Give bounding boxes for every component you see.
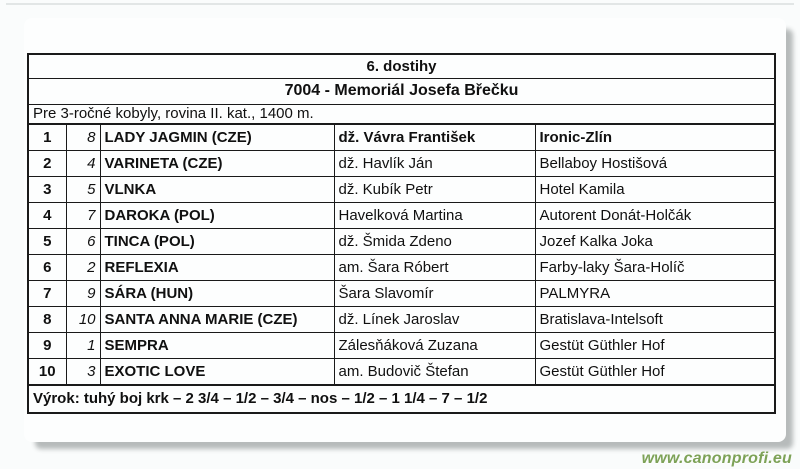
jockey-name: am. Budovič Štefan: [334, 359, 535, 386]
race-name: 7004 - Memoriál Josefa Břečku: [28, 79, 775, 105]
horse-name: VARINETA (CZE): [100, 151, 334, 177]
owner-name: Hotel Kamila: [535, 177, 775, 203]
finish-position: 10: [28, 359, 66, 386]
start-number: 9: [66, 281, 100, 307]
table-row: [28, 124, 775, 151]
verdict-row: [28, 385, 775, 413]
finish-position: 2: [28, 151, 66, 177]
owner-name: Bratislava-Intelsoft: [535, 307, 775, 333]
finish-position: 6: [28, 255, 66, 281]
race-conditions: Pre 3-ročné kobyly, rovina II. kat., 1400 m.: [28, 105, 775, 125]
table-row: [28, 281, 775, 307]
watermark-text: www.canonprofi.eu: [641, 450, 792, 467]
start-number: 7: [66, 203, 100, 229]
jockey-name: dž. Šmida Zdeno: [334, 229, 535, 255]
document-card: [24, 18, 786, 442]
owner-name: Ironic-Zlín: [535, 124, 775, 151]
finish-position: 7: [28, 281, 66, 307]
horse-name: VLNKA: [100, 177, 334, 203]
horse-name: REFLEXIA: [100, 255, 334, 281]
start-number: 4: [66, 151, 100, 177]
jockey-name: dž. Línek Jaroslav: [334, 307, 535, 333]
table-row: [28, 333, 775, 359]
owner-name: Farby-laky Šara-Holíč: [535, 255, 775, 281]
verdict-text: Výrok: tuhý boj krk – 2 3/4 – 1/2 – 3/4 – nos – 1/2 – 1 1/4 – 7 – 1/2: [28, 385, 775, 413]
jockey-name: Zálesňáková Zuzana: [334, 333, 535, 359]
horse-name: SEMPRA: [100, 333, 334, 359]
start-number: 10: [66, 307, 100, 333]
owner-name: Gestüt Güthler Hof: [535, 333, 775, 359]
finish-position: 1: [28, 124, 66, 151]
table-row: [28, 151, 775, 177]
race-number-title: 6. dostihy: [28, 54, 775, 79]
owner-name: Gestüt Güthler Hof: [535, 359, 775, 386]
table-row: [28, 229, 775, 255]
owner-name: Jozef Kalka Joka: [535, 229, 775, 255]
horse-name: EXOTIC LOVE: [100, 359, 334, 386]
owner-name: Bellaboy Hostišová: [535, 151, 775, 177]
top-divider-line: [6, 3, 794, 5]
start-number: 8: [66, 124, 100, 151]
race-results-table: [27, 53, 776, 414]
horse-name: SÁRA (HUN): [100, 281, 334, 307]
jockey-name: dž. Kubík Petr: [334, 177, 535, 203]
owner-name: PALMYRA: [535, 281, 775, 307]
start-number: 6: [66, 229, 100, 255]
finish-position: 4: [28, 203, 66, 229]
start-number: 5: [66, 177, 100, 203]
finish-position: 3: [28, 177, 66, 203]
table-row: [28, 307, 775, 333]
finish-position: 5: [28, 229, 66, 255]
jockey-name: Šara Slavomír: [334, 281, 535, 307]
horse-name: DAROKA (POL): [100, 203, 334, 229]
horse-name: LADY JAGMIN (CZE): [100, 124, 334, 151]
finish-position: 8: [28, 307, 66, 333]
start-number: 3: [66, 359, 100, 386]
horse-name: SANTA ANNA MARIE (CZE): [100, 307, 334, 333]
start-number: 1: [66, 333, 100, 359]
start-number: 2: [66, 255, 100, 281]
owner-name: Autorent Donát-Holčák: [535, 203, 775, 229]
finish-position: 9: [28, 333, 66, 359]
horse-name: TINCA (POL): [100, 229, 334, 255]
table-row: [28, 203, 775, 229]
race-name-row: [28, 79, 775, 105]
jockey-name: dž. Havlík Ján: [334, 151, 535, 177]
race-conditions-row: [28, 105, 775, 125]
race-number-row: [28, 54, 775, 79]
table-row: [28, 177, 775, 203]
table-row: [28, 255, 775, 281]
jockey-name: am. Šara Róbert: [334, 255, 535, 281]
jockey-name: Havelková Martina: [334, 203, 535, 229]
jockey-name: dž. Vávra František: [334, 124, 535, 151]
table-row: [28, 359, 775, 386]
